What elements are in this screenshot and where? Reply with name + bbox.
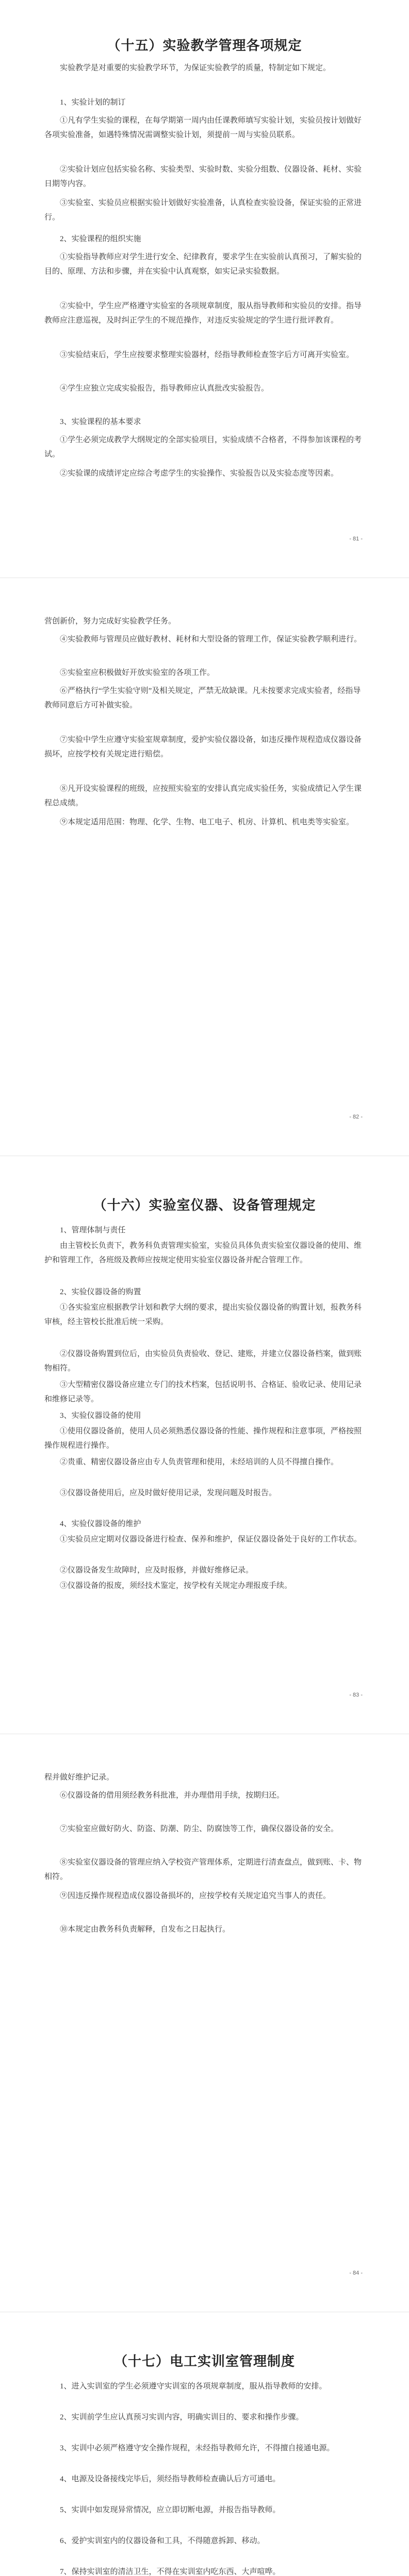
page-number: - 84 -: [349, 2270, 363, 2276]
paragraph: ②仪器设备购置到位后，由实验员负责验收、登记、建账，并建立仪器设备档案，做到账物相符。: [44, 1350, 362, 1372]
paragraph: 2、实训前学生应认真预习实训内容，明确实训目的、要求和操作步骤。: [60, 2413, 304, 2421]
paragraph: ⑧实验室仪器设备的管理应纳入学校资产管理体系，定期进行清查盘点，做到账、卡、物相符。: [44, 1858, 362, 1881]
page-81: [0, 0, 409, 577]
page-82: [0, 578, 409, 1155]
paragraph: 7、保持实训室的清洁卫生，不得在实训室内吃东西、大声喧哗。: [60, 2568, 281, 2576]
section15-title: （十五）实验教学管理各项规定: [107, 38, 302, 53]
paragraph: ②实验计划应包括实验名称、实验类型、实验时数、实验分组数、仪器设备、耗材、实验日期等内容。: [44, 165, 362, 188]
page-83: [0, 1156, 409, 1733]
page-number: - 83 -: [349, 1692, 363, 1698]
paragraph: 3、实验课程的基本要求: [60, 418, 141, 426]
section17-title: （十七）电工实训室管理制度: [113, 2354, 295, 2369]
paragraph: 1、实验计划的制订: [60, 98, 126, 107]
section16-title: （十六）实验室仪器、设备管理规定: [93, 1198, 316, 1213]
paragraph: ③大型精密仪器设备应建立专门的技术档案，包括说明书、合格证、验收记录、使用记录和维修记录等。: [44, 1381, 362, 1403]
paragraph: 4、电源及设备接线完毕后，须经指导教师检查确认后方可通电。: [60, 2475, 281, 2483]
paragraph: 3、实验仪器设备的使用: [60, 1412, 141, 1420]
paragraph: ⑨因违反操作规程造成仪器设备损坏的，应按学校有关规定追究当事人的责任。: [60, 1892, 331, 1900]
paragraph: 1、管理体制与责任: [60, 1226, 126, 1234]
page-number: - 81 -: [349, 536, 363, 542]
paragraph: ⑤实验室应积极做好开放实验室的各项工作。: [60, 669, 215, 677]
paragraph: ①实验指导教师应对学生进行安全、纪律教育，要求学生在实验前认真预习，了解实验的目的、原理、方法和步骤，并在实验中认真观察，如实记录实验数据。: [44, 253, 362, 276]
paragraph: ⑦实验室应做好防火、防盗、防潮、防尘、防腐蚀等工作，确保仪器设备的安全。: [60, 1825, 339, 1833]
paragraph: ③实验结束后，学生应按要求整理实验器材，经指导教师检查签字后方可离开实验室。: [60, 351, 354, 359]
paragraph: ④实验教师与管理员应做好教材、耗材和大型设备的管理工作，保证实验教学顺利进行。: [60, 635, 362, 643]
paragraph: 4、实验仪器设备的维护: [60, 1520, 141, 1528]
paragraph: ②贵重、精密仪器设备应由专人负责管理和使用，未经培训的人员不得擅自操作。: [60, 1458, 339, 1466]
page-number: - 82 -: [349, 1114, 363, 1120]
paragraph: 2、实验仪器设备的购置: [60, 1288, 141, 1296]
paragraph: ⑥严格执行“学生实验守则”及相关规定，严禁无故缺课。凡未按要求完成实验者，经指导教师同意后方可补做实验。: [44, 687, 361, 709]
paragraph: ⑥仪器设备的借用须经教务科批准，并办理借用手续，按期归还。: [60, 1791, 285, 1800]
paragraph: ③仪器设备的报废，须经技术鉴定，按学校有关规定办理报废手续。: [60, 1582, 292, 1590]
paragraph: ①凡有学生实验的课程，在每学期第一周内由任课教师填写实验计划，实验员按计划做好各项实验准备，如遇特殊情况需调整实验计划，须提前一周与实验员联系。: [44, 116, 362, 139]
section15-intro: 实验教学是对重要的实验教学环节，为保证实验教学的质量，特制定如下规定。: [60, 64, 331, 72]
paragraph: ①使用仪器设备前，使用人员必须熟悉仪器设备的性能、操作规程和注意事项，严格按照操作规程进行操作。: [44, 1427, 362, 1450]
paragraph: 1、进入实训室的学生必须遵守实训室的各项规章制度，服从指导教师的安排。: [60, 2382, 327, 2391]
paragraph: ⑦实验中学生应遵守实验室规章制度，爱护实验仪器设备，如违反操作规程造成仪器设备损坏，应按学校有关规定进行赔偿。: [44, 736, 362, 758]
paragraph: 营创新价，努力完成好实验教学任务。: [44, 617, 176, 625]
paragraph: ①学生必须完成教学大纲规定的全部实验项目，实验成绩不合格者，不得参加该课程的考试。: [44, 436, 362, 459]
paragraph: ①实验员应定期对仪器设备进行检查、保养和维护，保证仪器设备处于良好的工作状态。: [60, 1535, 362, 1544]
paragraph: ②实验中，学生应严格遵守实验室的各项规章制度，服从指导教师和实验员的安排。指导教师应注意巡视，及时纠正学生的不规范操作，对违反实验规定的学生进行批评教育。: [44, 302, 362, 325]
paragraph: ②实验课的成绩评定应综合考虑学生的实验操作、实验报告以及实验态度等因素。: [60, 469, 339, 478]
paragraph: 程并做好维护记录。: [44, 1773, 114, 1782]
paragraph: 6、爱护实训室内的仪器设备和工具，不得随意拆卸、移动。: [60, 2537, 265, 2545]
page-85: [0, 2312, 409, 2576]
paragraph: ⑨本规定适用范围：物理、化学、生物、电工电子、机房、计算机、机电类等实验室。: [60, 818, 354, 826]
page-84: [0, 1734, 409, 2311]
paragraph: ③实验室、实验员应根据实验计划做好实验准备，认真检查实验设备，保证实验的正常进行。: [44, 199, 362, 222]
paragraph: 5、实训中如发现异常情况，应立即切断电源，并报告指导教师。: [60, 2506, 281, 2514]
paragraph: ⑧凡开设实验课程的班级，应按照实验室的安排认真完成实验任务，实验成绩记入学生课程总成绩。: [44, 785, 362, 807]
paragraph: ⑩本规定由教务科负责解释，自发布之日起执行。: [60, 1925, 231, 1934]
paragraph: ②仪器设备发生故障时，应及时报修，并做好维修记录。: [60, 1566, 254, 1574]
paragraph: 3、实训中必须严格遵守安全操作规程，未经指导教师允许，不得擅自接通电源。: [60, 2444, 335, 2452]
paragraph: ④学生应独立完成实验报告，指导教师应认真批改实验报告。: [60, 384, 269, 393]
paragraph: 由主管校长负责下，教务科负责管理实验室，实验员具体负责实验室仪器设备的使用、维护和管理工作，各班级及教师应按规定使用实验室仪器设备并配合管理工作。: [44, 1242, 362, 1264]
paragraph: ①各实验室应根据教学计划和教学大纲的要求，提出实验仪器设备的购置计划，报教务科审核，经主管校长批准后统一采购。: [44, 1303, 362, 1326]
paragraph: ③仪器设备使用后，应及时做好使用记录，发现问题及时报告。: [60, 1489, 277, 1497]
paragraph: 2、实验课程的组织实施: [60, 235, 141, 243]
